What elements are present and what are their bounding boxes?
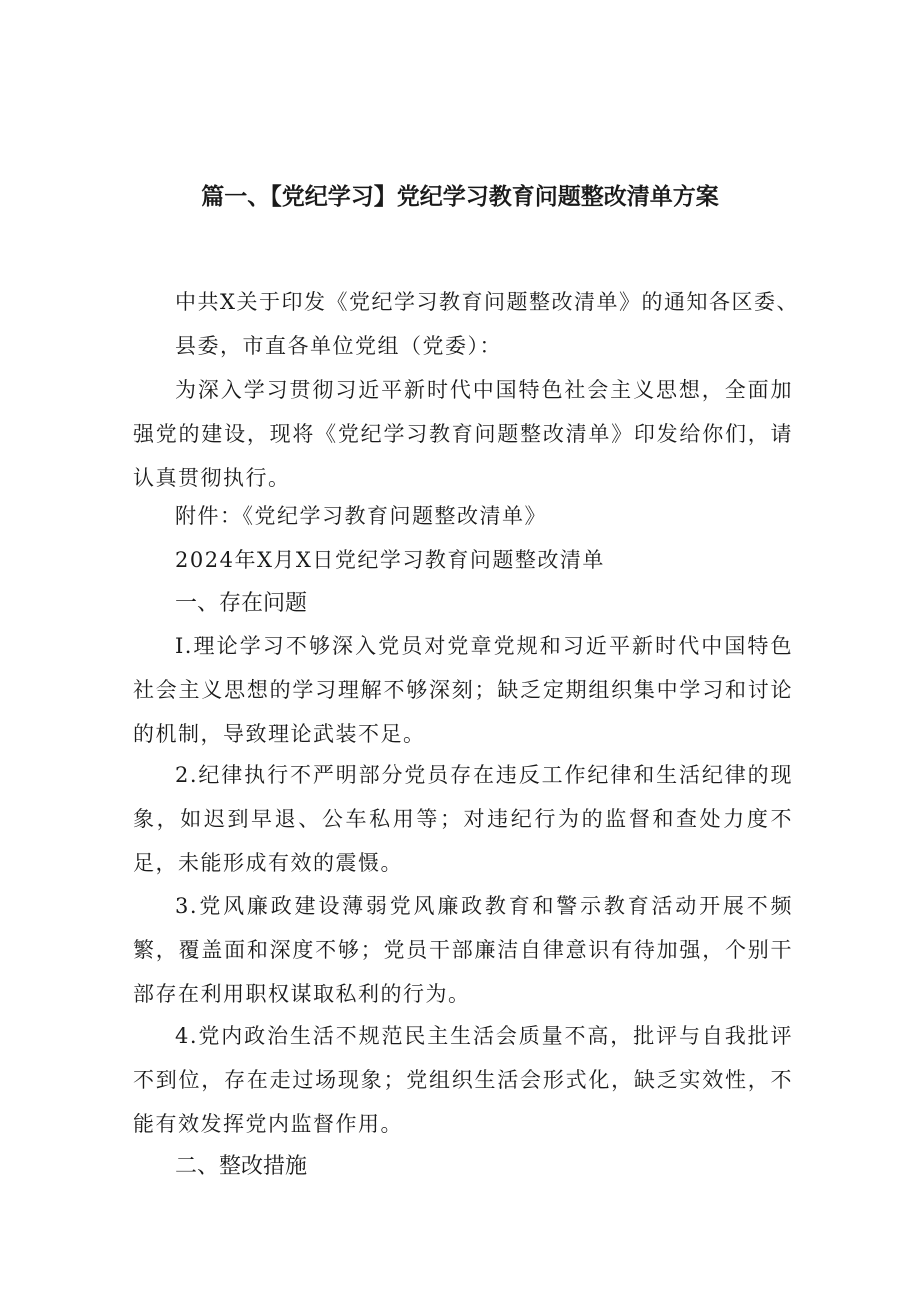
notice-line-2: 县委，市直各单位党组（党委）： — [175, 334, 502, 358]
problem-item-1: I.理论学习不够深入党员对党章党规和习近平新时代中国特色社会主义思想的学习理解不够深刻；缺乏定期组织集中学习和讨论的机制，导致理论武装不足。 — [133, 634, 793, 746]
problem-item-4: 4.党内政治生活不规范民主生活会质量不高，批评与自我批评不到位，存在走过场现象；党组织生活会形式化，缺乏实效性，不能有效发挥党内监督作用。 — [133, 1024, 793, 1136]
section-heading-problems: 一、存在问题 — [175, 591, 308, 616]
problem-item-3: 3.党风廉政建设薄弱党风廉政教育和警示教育活动开展不频繁，覆盖面和深度不够；党员干部廉洁自律意识有待加强，个别干部存在利用职权谋取私利的行为。 — [133, 894, 793, 1006]
problem-item-2: 2.纪律执行不严明部分党员存在违反工作纪律和生活纪律的现象，如迟到早退、公车私用等；对违纪行为的监督和查处力度不足，未能形成有效的震慑。 — [133, 763, 793, 875]
attachment-line: 附件：《党纪学习教育问题整改清单》 — [175, 504, 547, 528]
section-heading-measures: 二、整改措施 — [175, 1154, 308, 1179]
document-title: 篇一、【党纪学习】党纪学习教育问题整改清单方案 — [201, 184, 719, 210]
intro-paragraph: 为深入学习贯彻习近平新时代中国特色社会主义思想，全面加强党的建设，现将《党纪学习教育问题整改清单》印发给你们，请认真贯彻执行。 — [133, 378, 793, 490]
notice-line-1: 中共X关于印发《党纪学习教育问题整改清单》的通知各区委、 — [175, 290, 799, 314]
date-line: 2024年X月X日党纪学习教育问题整改清单 — [175, 548, 605, 572]
